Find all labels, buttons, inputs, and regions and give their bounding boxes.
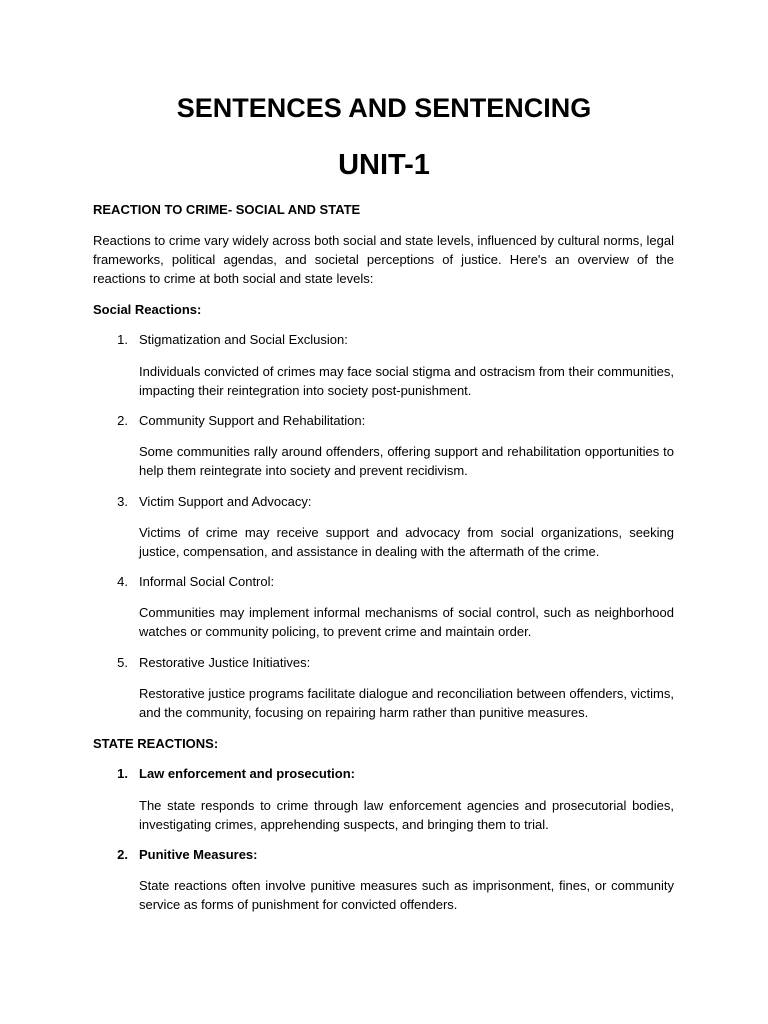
list-item-description: Individuals convicted of crimes may face social stigma and ostracism from their communities, impacting their reintegration into society post-punishment.	[139, 364, 674, 398]
list-number: 1.	[117, 766, 128, 781]
list-item-label: Punitive Measures:	[139, 847, 258, 862]
list-item-label: Informal Social Control:	[139, 574, 275, 589]
list-item-label: Stigmatization and Social Exclusion:	[139, 332, 348, 347]
list-item-label: Victim Support and Advocacy:	[139, 494, 312, 509]
list-number: 2.	[117, 847, 128, 862]
document-title: SENTENCES AND SENTENCING	[176, 93, 592, 123]
list-item-description: The state responds to crime through law enforcement agencies and prosecutorial bodies, investigating crimes, apprehending suspects, and bringing them to trial.	[139, 798, 674, 832]
list-item-description: State reactions often involve punitive measures such as imprisonment, fines, or community service as forms of punishment for convicted offenders.	[139, 878, 674, 912]
list-number: 3.	[117, 494, 128, 509]
list-number: 2.	[117, 413, 128, 428]
list-item-description: Victims of crime may receive support and advocacy from social organizations, seeking justice, compensation, and assistance in dealing with the aftermath of the crime.	[139, 525, 674, 559]
list-item-description: Restorative justice programs facilitate dialogue and reconciliation between offenders, victims, and the community, focusing on repairing harm rather than punitive measures.	[139, 686, 674, 720]
list-number: 4.	[117, 574, 128, 589]
list-number: 1.	[117, 332, 128, 347]
section-heading: REACTION TO CRIME- SOCIAL AND STATE	[93, 202, 361, 217]
list-item-description: Some communities rally around offenders, offering support and rehabilitation opportunities to help them reintegrate into society and prevent recidivism.	[139, 444, 674, 478]
state-reactions-heading: STATE REACTIONS:	[93, 736, 219, 751]
list-number: 5.	[117, 655, 128, 670]
list-item-description: Communities may implement informal mechanisms of social control, such as neighborhood watches or community policing, to prevent crime and maintain order.	[139, 605, 674, 639]
list-item-label: Community Support and Rehabilitation:	[139, 413, 366, 428]
social-reactions-heading: Social Reactions:	[93, 302, 202, 317]
list-item-label: Restorative Justice Initiatives:	[139, 655, 311, 670]
list-item-label: Law enforcement and prosecution:	[139, 766, 355, 781]
intro-paragraph: Reactions to crime vary widely across both social and state levels, influenced by cultural norms, legal frameworks, political agendas, and societal perceptions of justice. Here's an overview of the reactions to crime at both social and state levels:	[93, 233, 674, 286]
unit-title: UNIT-1	[338, 149, 430, 181]
